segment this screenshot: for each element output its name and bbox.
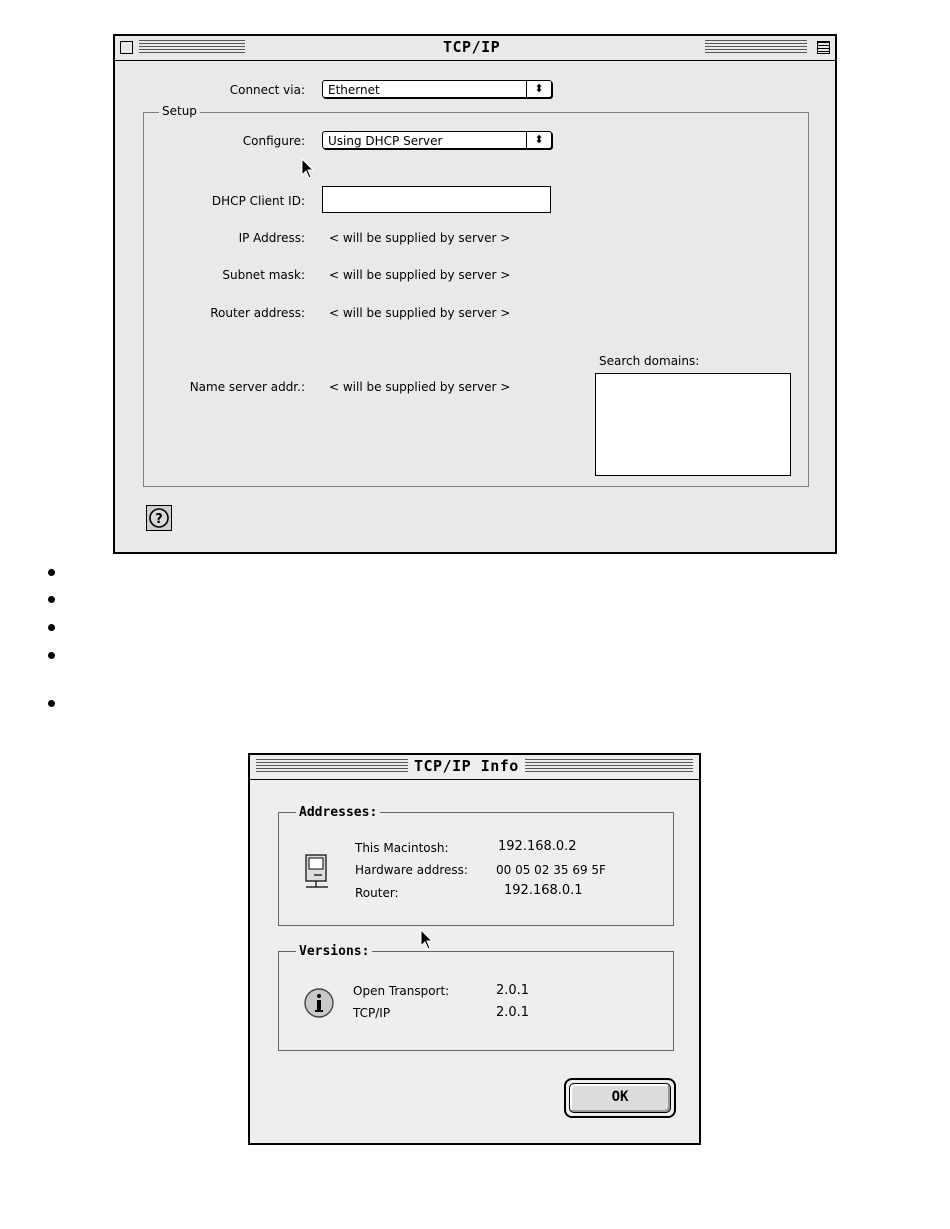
title-bar[interactable] xyxy=(115,36,835,61)
list-bullet xyxy=(48,624,55,631)
name-server-value: < will be supplied by server > xyxy=(329,380,511,394)
dhcp-client-id-input[interactable] xyxy=(322,186,551,213)
configure-label: Configure: xyxy=(242,134,305,148)
ok-button-inner xyxy=(569,1083,671,1113)
open-transport-label: Open Transport: xyxy=(353,984,450,998)
ip-address-value: < will be supplied by server > xyxy=(329,231,511,245)
router-address-label: Router address: xyxy=(210,306,305,320)
setup-label: Setup xyxy=(159,104,200,118)
configure-value: Using DHCP Server xyxy=(328,134,443,148)
open-transport-value: 2.0.1 xyxy=(496,983,530,998)
tcpip-window xyxy=(113,34,837,554)
hardware-address-value: 00 05 02 35 69 5F xyxy=(496,863,606,877)
connect-via-popup[interactable] xyxy=(322,80,552,98)
hardware-address-label: Hardware address: xyxy=(355,863,468,877)
question-mark-icon xyxy=(147,506,171,530)
versions-group xyxy=(278,951,674,1051)
updown-arrows-icon: ⬍ xyxy=(526,132,551,148)
svg-text:?: ? xyxy=(155,512,163,527)
addresses-group xyxy=(278,812,674,926)
router-label: Router: xyxy=(355,886,399,900)
router-address-value: < will be supplied by server > xyxy=(329,306,511,320)
window-title: TCP/IP Info xyxy=(408,757,525,775)
this-mac-label: This Macintosh: xyxy=(355,841,449,855)
updown-arrows-icon: ⬍ xyxy=(526,81,551,97)
ok-button[interactable] xyxy=(564,1078,676,1118)
title-bar[interactable] xyxy=(250,755,699,780)
configure-popup[interactable] xyxy=(322,131,552,149)
collapse-box[interactable] xyxy=(817,41,830,54)
info-icon xyxy=(303,987,335,1019)
connect-via-label: Connect via: xyxy=(229,83,305,97)
ip-address-label: IP Address: xyxy=(238,231,305,245)
tcpip-info-window xyxy=(248,753,701,1145)
search-domains-label: Search domains: xyxy=(599,354,700,368)
ok-label: OK xyxy=(611,1089,629,1105)
tcpip-version-value: 2.0.1 xyxy=(496,1005,530,1020)
list-bullet xyxy=(48,652,55,659)
close-box[interactable] xyxy=(120,41,133,54)
tcpip-version-label: TCP/IP xyxy=(353,1006,391,1020)
name-server-label: Name server addr.: xyxy=(189,380,305,394)
search-domains-input[interactable] xyxy=(595,373,791,476)
list-bullet xyxy=(48,700,55,707)
addresses-label: Addresses: xyxy=(296,805,380,820)
list-bullet xyxy=(48,569,55,576)
subnet-mask-label: Subnet mask: xyxy=(222,268,305,282)
macintosh-computer-icon xyxy=(302,853,332,891)
list-bullet xyxy=(48,596,55,603)
this-mac-value: 192.168.0.2 xyxy=(498,839,577,854)
window-title: TCP/IP xyxy=(437,38,506,56)
router-value: 192.168.0.1 xyxy=(504,883,583,898)
subnet-mask-value: < will be supplied by server > xyxy=(329,268,511,282)
connect-via-value: Ethernet xyxy=(328,83,380,97)
mouse-cursor-icon xyxy=(301,158,315,180)
mouse-cursor-icon xyxy=(420,929,434,951)
versions-label: Versions: xyxy=(296,944,372,959)
help-button[interactable] xyxy=(146,505,172,531)
dhcp-client-id-label: DHCP Client ID: xyxy=(211,194,305,208)
